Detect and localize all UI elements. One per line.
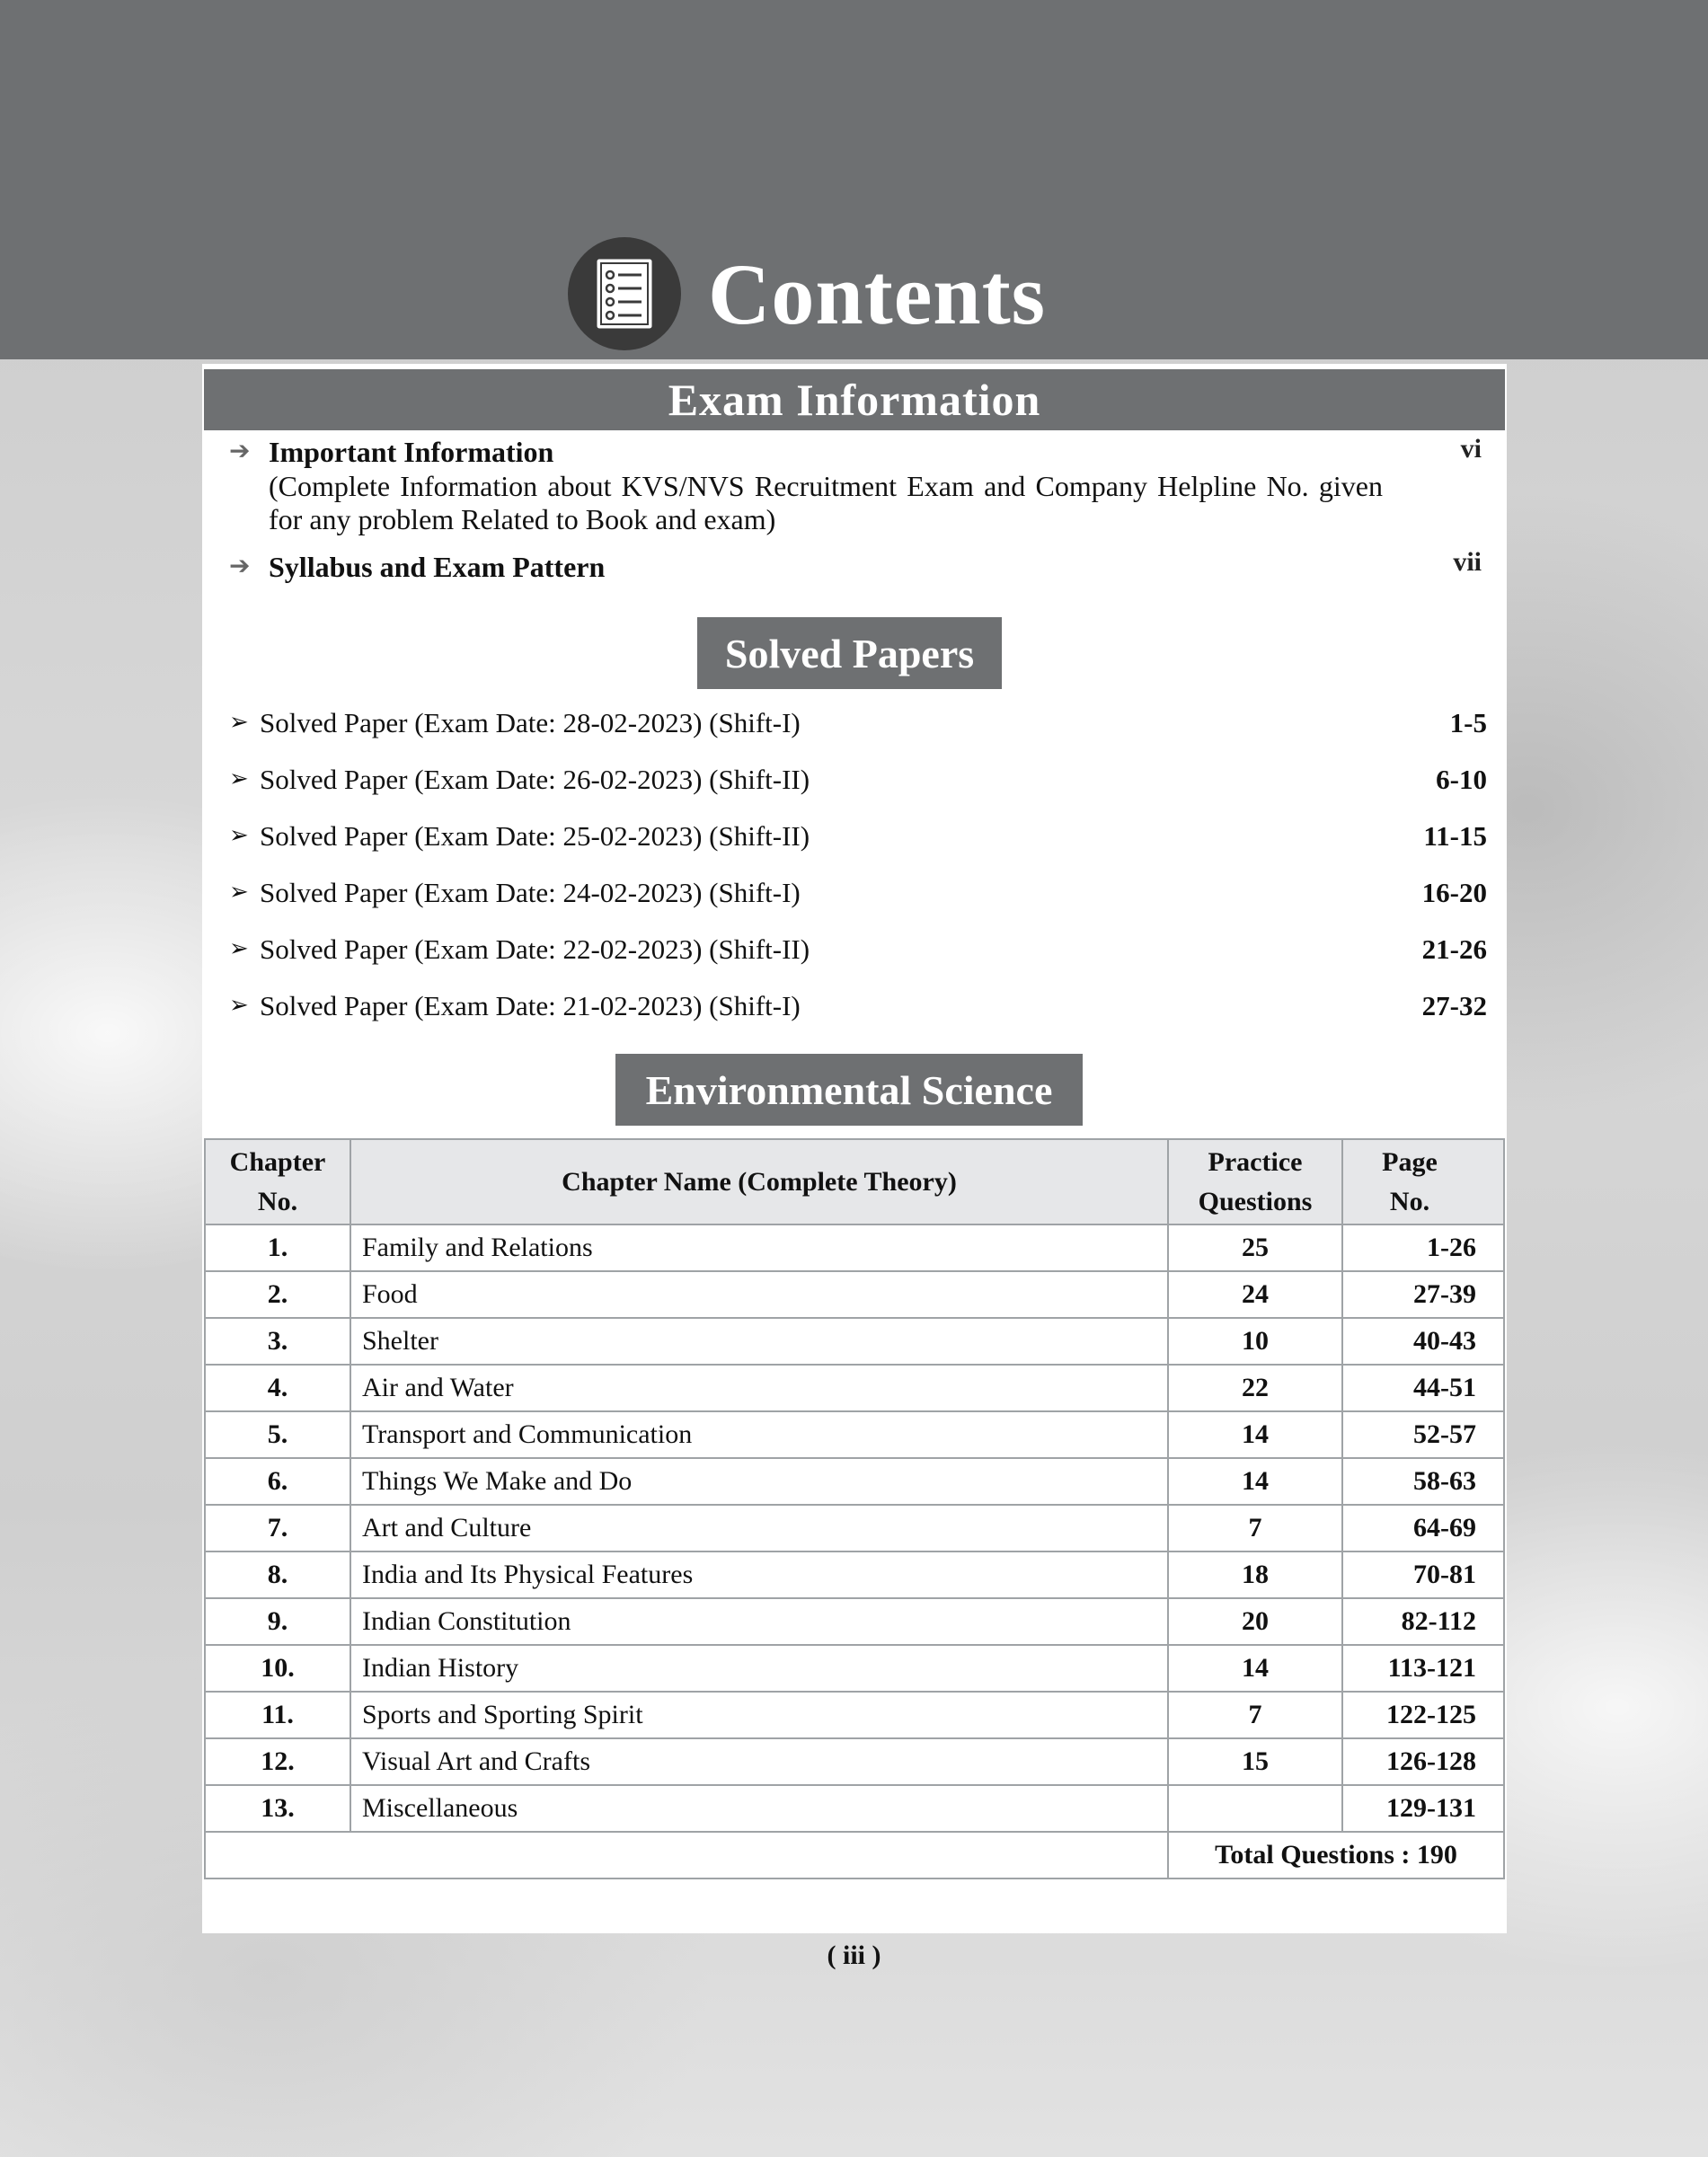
chapter-name: India and Its Physical Features (350, 1551, 1168, 1598)
chapter-name: Food (350, 1271, 1168, 1318)
practice-questions: 14 (1168, 1411, 1342, 1458)
chapter-number: 7. (205, 1505, 350, 1551)
chapter-number: 10. (205, 1645, 350, 1692)
paper-pages: 11-15 (1423, 820, 1487, 852)
bullet-arrow-icon: ➢ (229, 709, 249, 736)
info-item-title: Syllabus and Exam Pattern (269, 551, 606, 583)
chapter-number: 6. (205, 1458, 350, 1505)
table-row[interactable] (205, 1505, 1504, 1551)
page-range: 52-57 (1342, 1411, 1504, 1458)
chapter-number: 4. (205, 1365, 350, 1411)
table-row[interactable] (205, 1645, 1504, 1692)
chapter-name: Transport and Communication (350, 1411, 1168, 1458)
chapter-number: 3. (205, 1318, 350, 1365)
chapter-name: Visual Art and Crafts (350, 1738, 1168, 1785)
page-title-group (568, 235, 1046, 352)
page-range: 64-69 (1342, 1505, 1504, 1551)
table-row[interactable] (205, 1411, 1504, 1458)
chapter-number: 1. (205, 1224, 350, 1271)
practice-questions: 18 (1168, 1551, 1342, 1598)
info-item-syllabus[interactable] (229, 551, 1397, 587)
paper-label: Solved Paper (Exam Date: 21-02-2023) (Shift-I) (260, 990, 801, 1021)
info-item-important[interactable] (229, 436, 1397, 544)
chapter-number: 5. (205, 1411, 350, 1458)
exam-information-heading: Exam Information (204, 369, 1505, 430)
page-title: Contents (708, 245, 1047, 342)
chapter-name: Indian Constitution (350, 1598, 1168, 1645)
column-header-text: Chapter (229, 1146, 326, 1177)
table-row[interactable] (205, 1458, 1504, 1505)
chapter-number: 8. (205, 1551, 350, 1598)
chapters-table (204, 1138, 1505, 1879)
column-header-chapter-no (205, 1139, 350, 1224)
arrow-right-icon: ➔ (229, 551, 251, 580)
chapter-name: Indian History (350, 1645, 1168, 1692)
page-range: 129-131 (1342, 1785, 1504, 1832)
practice-questions: 14 (1168, 1645, 1342, 1692)
table-row[interactable] (205, 1318, 1504, 1365)
table-row[interactable] (205, 1551, 1504, 1598)
page-range: 126-128 (1342, 1738, 1504, 1785)
list-item[interactable] (229, 707, 1487, 747)
table-total-row (205, 1832, 1504, 1879)
info-item-title: Important Information (269, 436, 554, 468)
page-range: 1-26 (1342, 1224, 1504, 1271)
chapter-name: Air and Water (350, 1365, 1168, 1411)
paper-label: Solved Paper (Exam Date: 25-02-2023) (Shift-II) (260, 820, 810, 852)
table-row[interactable] (205, 1271, 1504, 1318)
paper-label: Solved Paper (Exam Date: 24-02-2023) (Shift-I) (260, 877, 801, 908)
page-range: 58-63 (1342, 1458, 1504, 1505)
chapter-name: Art and Culture (350, 1505, 1168, 1551)
paper-pages: 1-5 (1449, 707, 1487, 738)
column-header-text: Practice (1208, 1146, 1303, 1177)
paper-pages: 27-32 (1421, 990, 1487, 1021)
page-range: 70-81 (1342, 1551, 1504, 1598)
list-item[interactable] (229, 764, 1487, 803)
list-item[interactable] (229, 820, 1487, 860)
table-row[interactable] (205, 1224, 1504, 1271)
bullet-arrow-icon: ➢ (229, 765, 249, 792)
list-item[interactable] (229, 990, 1487, 1030)
info-item-page: vii (1453, 547, 1482, 577)
chapter-name: Shelter (350, 1318, 1168, 1365)
practice-questions: 22 (1168, 1365, 1342, 1411)
practice-questions (1168, 1785, 1342, 1832)
solved-papers-heading: Solved Papers (697, 617, 1002, 689)
chapter-number: 2. (205, 1271, 350, 1318)
list-item[interactable] (229, 877, 1487, 916)
paper-label: Solved Paper (Exam Date: 22-02-2023) (Shift-II) (260, 933, 810, 965)
column-header-text: Page (1382, 1146, 1438, 1177)
paper-pages: 21-26 (1421, 933, 1487, 965)
chapter-name: Family and Relations (350, 1224, 1168, 1271)
chapter-number: 12. (205, 1738, 350, 1785)
chapter-number: 11. (205, 1692, 350, 1738)
table-row[interactable] (205, 1365, 1504, 1411)
page-range: 40-43 (1342, 1318, 1504, 1365)
bullet-arrow-icon: ➢ (229, 935, 249, 962)
practice-questions: 24 (1168, 1271, 1342, 1318)
practice-questions: 25 (1168, 1224, 1342, 1271)
chapter-name: Miscellaneous (350, 1785, 1168, 1832)
practice-questions: 15 (1168, 1738, 1342, 1785)
column-header-page-no (1342, 1139, 1504, 1224)
table-row[interactable] (205, 1692, 1504, 1738)
page-range: 44-51 (1342, 1365, 1504, 1411)
arrow-right-icon: ➔ (229, 436, 251, 465)
list-item[interactable] (229, 933, 1487, 973)
page-number: ( iii ) (827, 1940, 881, 1970)
chapter-name: Things We Make and Do (350, 1458, 1168, 1505)
chapter-number: 9. (205, 1598, 350, 1645)
page-range: 113-121 (1342, 1645, 1504, 1692)
practice-questions: 14 (1168, 1458, 1342, 1505)
contents-panel (202, 364, 1507, 1933)
chapter-name: Sports and Sporting Spirit (350, 1692, 1168, 1738)
bullet-arrow-icon: ➢ (229, 822, 249, 849)
page-range: 122-125 (1342, 1692, 1504, 1738)
page-range: 27-39 (1342, 1271, 1504, 1318)
chapter-number: 13. (205, 1785, 350, 1832)
bullet-arrow-icon: ➢ (229, 879, 249, 906)
checklist-icon (568, 237, 681, 350)
column-header-chapter-name: Chapter Name (Complete Theory) (350, 1139, 1168, 1224)
info-item-description: (Complete Information about KVS/NVS Recruitment Exam and Company Helpline No. given for any problem Related to Book and exam) (269, 470, 1383, 535)
practice-questions: 20 (1168, 1598, 1342, 1645)
practice-questions: 7 (1168, 1692, 1342, 1738)
column-header-text: No. (1389, 1186, 1430, 1216)
paper-label: Solved Paper (Exam Date: 28-02-2023) (Shift-I) (260, 707, 801, 738)
bullet-arrow-icon: ➢ (229, 992, 249, 1019)
table-header-row (205, 1139, 1504, 1224)
paper-label: Solved Paper (Exam Date: 26-02-2023) (Shift-II) (260, 764, 810, 795)
table-row[interactable] (205, 1598, 1504, 1645)
page-range: 82-112 (1342, 1598, 1504, 1645)
environmental-science-heading: Environmental Science (615, 1054, 1083, 1126)
paper-pages: 6-10 (1436, 764, 1487, 795)
column-header-text: No. (257, 1186, 298, 1216)
total-spacer (205, 1832, 1168, 1879)
table-row[interactable] (205, 1785, 1504, 1832)
column-header-text: Questions (1198, 1186, 1313, 1216)
info-item-page: vi (1460, 434, 1482, 464)
total-questions: Total Questions : 190 (1168, 1832, 1504, 1879)
column-header-practice-questions (1168, 1139, 1342, 1224)
practice-questions: 10 (1168, 1318, 1342, 1365)
table-row[interactable] (205, 1738, 1504, 1785)
practice-questions: 7 (1168, 1505, 1342, 1551)
paper-pages: 16-20 (1421, 877, 1487, 908)
